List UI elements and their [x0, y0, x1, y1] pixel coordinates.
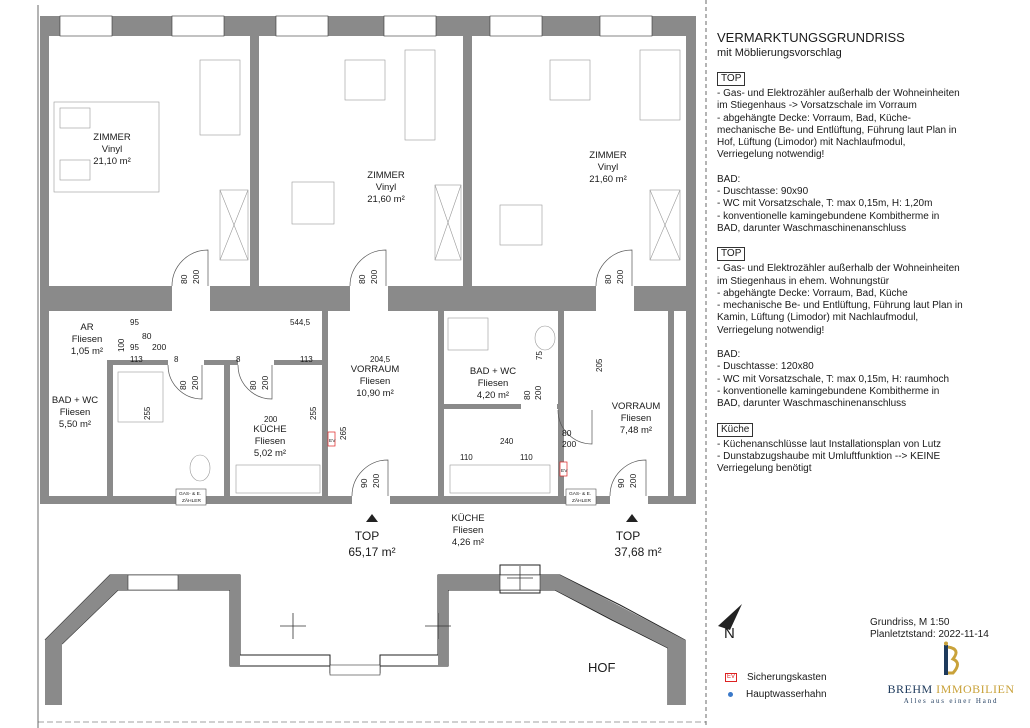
svg-text:80: 80: [522, 390, 532, 400]
room-area: 1,05 m²: [70, 346, 104, 357]
svg-text:GAS- & E.: GAS- & E.: [179, 492, 202, 497]
room-floor: Fliesen: [452, 525, 484, 536]
svg-text:200: 200: [371, 473, 381, 488]
svg-text:200: 200: [260, 375, 270, 390]
room-name: AR: [80, 322, 94, 333]
svg-text:200: 200: [562, 439, 577, 449]
unit-area: 65,17 m²: [348, 545, 396, 559]
room-floor: Fliesen: [254, 436, 286, 447]
top-wall: [40, 16, 696, 36]
room-name: KÜCHE: [451, 513, 485, 524]
ev-symbol-icon: EV: [727, 673, 736, 680]
svg-text:200: 200: [190, 375, 200, 390]
svg-text:200: 200: [533, 385, 543, 400]
room-name: ZIMMER: [367, 170, 405, 181]
svg-text:95: 95: [130, 343, 139, 352]
room-area: 5,02 m²: [253, 448, 287, 459]
svg-text:200: 200: [152, 342, 167, 352]
company-logo: [876, 643, 1026, 705]
svg-text:EV: EV: [561, 469, 568, 474]
courtyard-fill: [45, 575, 685, 705]
room-area: 10,90 m²: [356, 388, 394, 399]
meter-labels: [179, 438, 591, 504]
svg-text:80: 80: [603, 274, 613, 284]
north-label: N: [724, 625, 735, 642]
note-block: TOP - Gas- und Elektrozähler außerhalb der Wohneinheiten im Stiegenhaus -> Vorsatzschale im Vorraum - abgehängte Decke: Vorraum, Bad, Küche- mechanische Be- und Entlüftung, Führung laut Plan in Hof, Lüftung (Limodor) mit Nachlaufmodul, Verriegelung notwendig!: [717, 73, 960, 161]
svg-text:200: 200: [628, 473, 638, 488]
room-area: 5,50 m²: [58, 419, 92, 430]
svg-text:113: 113: [130, 355, 143, 364]
room-floor: Vinyl: [597, 162, 619, 173]
svg-text:80: 80: [142, 331, 152, 341]
room-area: 21,10 m²: [93, 156, 131, 167]
svg-text:ZÄHLER: ZÄHLER: [182, 499, 201, 504]
furniture: [51, 50, 680, 493]
svg-text:90: 90: [359, 478, 369, 488]
room-floor: Fliesen: [359, 376, 391, 387]
room-area: 7,48 m²: [619, 425, 653, 436]
svg-text:8: 8: [236, 355, 241, 364]
svg-text:544,5: 544,5: [290, 318, 311, 327]
svg-text:80: 80: [178, 380, 188, 390]
svg-text:100: 100: [117, 338, 126, 352]
svg-text:80: 80: [179, 274, 189, 284]
svg-text:80: 80: [357, 274, 367, 284]
room-name: VORRAUM: [350, 364, 400, 375]
svg-text:200: 200: [615, 269, 625, 284]
logo-mark-icon: [939, 643, 963, 677]
room-floor: Vinyl: [101, 144, 123, 155]
plan-date: Planletztstand: 2022-11-14: [870, 629, 989, 640]
svg-text:200: 200: [191, 269, 201, 284]
door-openings: [168, 285, 648, 505]
legend-ev: [725, 672, 827, 684]
room-area: 21,60 m²: [367, 194, 405, 205]
room-name: KÜCHE: [253, 424, 287, 435]
note-title: Küche: [717, 423, 753, 437]
svg-text:95: 95: [130, 318, 139, 327]
plan-title: VERMARKTUNGSGRUNDRISS: [717, 30, 905, 45]
unit-area: 37,68 m²: [614, 545, 662, 559]
note-block: BAD: - Duschtasse: 120x80 - WC mit Vorsatzschale, T: max 0,15m, H: raumhoch - konventionelle kamingebundene Kombitherme in BAD, darunter Waschmaschinenanschluss: [717, 349, 950, 410]
svg-text:255: 255: [309, 406, 318, 420]
room-area: 4,20 m²: [476, 390, 510, 401]
unit-labels: [348, 529, 661, 559]
north-arrow: [718, 604, 742, 642]
note-block: Küche - Küchenanschlüsse laut Installationsplan von Lutz - Dunstabzugshaube mit Umluftfunktion --> KEINE Verriegelung benötigt: [717, 423, 942, 475]
svg-text:110: 110: [520, 453, 533, 462]
logo-tagline: Alles aus einer Hand: [903, 697, 999, 705]
svg-text:EV: EV: [329, 439, 336, 444]
svg-text:ZÄHLER: ZÄHLER: [572, 499, 591, 504]
svg-text:113: 113: [300, 355, 313, 364]
svg-text:90: 90: [616, 478, 626, 488]
room-name: VORRAUM: [611, 401, 661, 412]
svg-text:75: 75: [535, 351, 544, 360]
room-floor: Fliesen: [620, 413, 652, 424]
note-block: TOP - Gas- und Elektrozähler außerhalb der Wohneinheiten im Stiegenhaus in ehem. Wohnungstür - abgehängte Decke: Vorraum, Bad, Küche - mechanische Be- und Entlüftung, Führung laut Plan in Kamin, Lüftung (Limodor) mit Nachlaufmodul, Verriegelung notwendig!: [717, 248, 963, 336]
note-title: TOP: [717, 247, 745, 261]
room-floor: Fliesen: [71, 334, 103, 345]
svg-text:205: 205: [595, 358, 604, 372]
unit-name: TOP: [615, 529, 641, 543]
svg-text:80: 80: [562, 428, 572, 438]
notes-panel: [717, 30, 1017, 487]
water-valve-icon: [728, 692, 733, 697]
room-floor: Vinyl: [375, 182, 397, 193]
room-name: ZIMMER: [93, 132, 131, 143]
plan-subtitle: mit Möblierungsvorschlag: [717, 47, 842, 59]
svg-text:110: 110: [460, 453, 473, 462]
logo-name: BREHM IMMOBILIEN: [887, 682, 1015, 696]
unit-name: TOP: [354, 529, 380, 543]
svg-text:265: 265: [339, 426, 348, 440]
walls: [40, 36, 696, 504]
entry-arrows: [366, 514, 638, 522]
svg-text:200: 200: [369, 269, 379, 284]
note-block: BAD: - Duschtasse: 90x90 - WC mit Vorsatzschale, T: max 0,15m, H: 1,20m - konventionelle kamingebundene Kombitherme in BAD, darunter Waschmaschinenanschluss: [717, 173, 940, 234]
svg-text:204,5: 204,5: [370, 355, 391, 364]
room-area: 21,60 m²: [589, 174, 627, 185]
plan-scale: Grundriss, M 1:50: [870, 617, 950, 628]
svg-text:8: 8: [174, 355, 179, 364]
room-floor: Fliesen: [477, 378, 509, 389]
room-name: ZIMMER: [589, 150, 627, 161]
legend-water-label: Hauptwasserhahn: [746, 689, 827, 700]
room-name: BAD + WC: [469, 366, 517, 377]
room-area: 4,26 m²: [451, 537, 485, 548]
legend-water: [725, 689, 827, 701]
room-floor: Fliesen: [59, 407, 91, 418]
svg-text:80: 80: [248, 380, 258, 390]
svg-text:GAS- & E.: GAS- & E.: [569, 492, 592, 497]
courtyard-label: HOF: [588, 660, 616, 675]
room-name: BAD + WC: [51, 395, 99, 406]
svg-text:255: 255: [143, 406, 152, 420]
legend-ev-label: Sicherungskasten: [747, 672, 827, 683]
note-title: TOP: [717, 72, 745, 86]
plan-meta: [870, 617, 989, 641]
svg-text:240: 240: [500, 437, 514, 446]
svg-text:200: 200: [264, 415, 278, 424]
